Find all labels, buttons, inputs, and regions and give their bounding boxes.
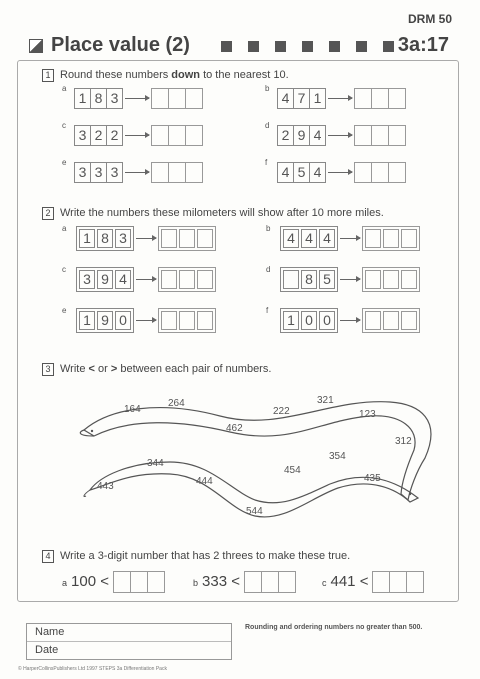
answer-cell[interactable] <box>152 163 169 182</box>
milometer-digit: 9 <box>97 311 113 330</box>
q3-text-mid: or <box>94 363 111 375</box>
lower-snake-eye <box>409 493 411 495</box>
answer-cell[interactable] <box>161 270 177 289</box>
milometer-digit: 8 <box>97 229 113 248</box>
q1-item-letter: f <box>265 158 268 167</box>
digit: 1 <box>75 89 91 108</box>
title-square-decoration <box>221 41 232 52</box>
q4-expression: 441 < <box>330 572 369 590</box>
q4-item-letter: b <box>193 577 199 588</box>
q4-answer-boxes[interactable] <box>372 571 424 593</box>
answer-cell[interactable] <box>186 163 202 182</box>
digit: 9 <box>294 126 310 145</box>
q1-item-b <box>265 84 406 109</box>
digit: 3 <box>110 164 119 180</box>
q2-number: 2 <box>42 207 54 220</box>
answer-cell[interactable] <box>407 572 423 592</box>
digit: 3 <box>91 163 107 182</box>
answer-cell[interactable] <box>245 572 262 592</box>
milometer-digit: 3 <box>115 229 131 248</box>
milometer-display <box>76 308 134 333</box>
q1-answer-boxes[interactable] <box>151 162 203 183</box>
milometer-digit: 0 <box>301 311 317 330</box>
answer-cell[interactable] <box>365 229 381 248</box>
answer-cell[interactable] <box>152 126 169 145</box>
q2-item-letter: e <box>62 306 67 315</box>
q2-item-b <box>266 226 420 251</box>
q2-item-e <box>62 308 216 333</box>
title-square-decoration <box>302 41 313 52</box>
q2-answer-milometer[interactable] <box>158 226 216 251</box>
answer-cell[interactable] <box>401 270 417 289</box>
q1-item-d <box>265 121 406 146</box>
arrow-right-icon <box>136 238 156 239</box>
answer-cell[interactable] <box>152 89 169 108</box>
milometer-digit: 3 <box>79 270 95 289</box>
digit: 3 <box>110 90 119 106</box>
arrow-right-icon <box>125 172 149 173</box>
arrow-right-icon <box>328 172 352 173</box>
q2-item-d <box>266 267 420 292</box>
answer-cell[interactable] <box>131 572 148 592</box>
digit: 7 <box>294 89 310 108</box>
answer-cell[interactable] <box>169 163 186 182</box>
q2-item-c <box>62 267 216 292</box>
q1-item-letter: b <box>265 84 270 93</box>
answer-cell[interactable] <box>186 126 202 145</box>
q1-item-f <box>265 158 406 183</box>
milometer-digit: 0 <box>319 311 335 330</box>
q4-item-a <box>62 571 165 593</box>
digit: 1 <box>313 90 322 106</box>
answer-cell[interactable] <box>365 311 381 330</box>
q2-item-letter: f <box>266 306 269 315</box>
q1-text: Round these numbers <box>60 69 172 81</box>
q2-item-a <box>62 226 216 251</box>
digit: 3 <box>75 163 91 182</box>
q1-answer-boxes[interactable] <box>354 88 406 109</box>
digit: 4 <box>313 127 322 143</box>
answer-cell[interactable] <box>372 126 389 145</box>
q2-item-f <box>266 308 420 333</box>
q4-item-letter: c <box>322 577 327 588</box>
snake-number: 454 <box>284 465 301 476</box>
q2-answer-milometer[interactable] <box>362 226 420 251</box>
q3-greater-than: > <box>110 363 118 375</box>
q1-item-letter: d <box>265 121 270 130</box>
q1-item-a <box>62 84 203 109</box>
title-bar <box>29 36 449 58</box>
answer-cell[interactable] <box>197 229 213 248</box>
q2-item-letter: d <box>266 265 271 274</box>
milometer-display <box>280 267 338 292</box>
snake-number: 354 <box>329 451 346 462</box>
q1-bold: down <box>171 69 201 81</box>
answer-cell[interactable] <box>401 229 417 248</box>
snake-number: 164 <box>124 404 141 415</box>
answer-cell[interactable] <box>355 126 372 145</box>
arrow-right-icon <box>340 320 360 321</box>
snake-number: 443 <box>97 481 114 492</box>
q4-item-b <box>193 571 296 593</box>
answer-cell[interactable] <box>161 311 177 330</box>
answer-cell[interactable] <box>279 572 295 592</box>
answer-cell[interactable] <box>262 572 279 592</box>
q1-answer-boxes[interactable] <box>354 125 406 146</box>
milometer-digit: 5 <box>319 270 335 289</box>
snake-number: 123 <box>359 409 376 420</box>
arrow-right-icon <box>328 98 352 99</box>
milometer-digit: 4 <box>115 270 131 289</box>
sheet-code: DRM 50 <box>408 12 453 26</box>
page-title: Place value (2) <box>51 34 190 56</box>
q4-answer-boxes[interactable] <box>244 571 296 593</box>
answer-cell[interactable] <box>389 126 405 145</box>
answer-cell[interactable] <box>383 270 399 289</box>
digit: 2 <box>278 126 294 145</box>
q2-answer-milometer[interactable] <box>158 267 216 292</box>
answer-cell[interactable] <box>161 229 177 248</box>
title-square-decoration <box>383 41 394 52</box>
snake-number: 264 <box>168 398 185 409</box>
q2-answer-milometer[interactable] <box>362 267 420 292</box>
q2-item-letter: b <box>266 224 271 233</box>
page-code: 3a:17 <box>397 34 449 56</box>
q1-number-boxes <box>277 162 326 183</box>
lower-snake-tail <box>84 490 90 497</box>
q2-item-letter: c <box>62 265 66 274</box>
milometer-display <box>76 226 134 251</box>
answer-cell[interactable] <box>355 89 372 108</box>
q4-expression: 333 < <box>202 572 240 590</box>
q4-answer-boxes[interactable] <box>113 571 165 593</box>
answer-cell[interactable] <box>383 229 399 248</box>
answer-cell[interactable] <box>389 163 405 182</box>
q1-number: 1 <box>42 69 54 82</box>
answer-cell[interactable] <box>365 270 381 289</box>
milometer-digit: 4 <box>301 229 317 248</box>
digit: 4 <box>278 89 294 108</box>
title-square-decoration <box>275 41 286 52</box>
title-square-decoration <box>356 41 367 52</box>
answer-cell[interactable] <box>390 572 407 592</box>
q2-heading <box>42 207 384 220</box>
q3-heading <box>42 363 271 376</box>
snake-number: 435 <box>364 473 381 484</box>
title-square-decoration <box>329 41 340 52</box>
arrow-right-icon <box>340 279 360 280</box>
title-square-decoration <box>248 41 259 52</box>
answer-cell[interactable] <box>179 311 195 330</box>
digit: 5 <box>294 163 310 182</box>
q1-item-c <box>62 121 203 146</box>
q1-answer-boxes[interactable] <box>151 125 203 146</box>
footer-caption: Rounding and ordering numbers no greater than 500. <box>245 624 423 631</box>
q2-text: Write the numbers these milometers will show after 10 more miles. <box>60 207 384 219</box>
milometer-digit: 9 <box>97 270 113 289</box>
q1-number-boxes <box>277 88 326 109</box>
milometer-digit: 4 <box>283 229 299 248</box>
q1-item-letter: a <box>62 84 67 93</box>
q1-text-end: to the nearest 10. <box>200 69 289 81</box>
milometer-digit: 0 <box>115 311 131 330</box>
q1-number-boxes <box>74 125 123 146</box>
answer-cell[interactable] <box>186 89 202 108</box>
snake-number: 222 <box>273 406 290 417</box>
answer-cell[interactable] <box>355 163 372 182</box>
q4-item-letter: a <box>62 577 68 588</box>
answer-cell[interactable] <box>169 89 186 108</box>
q1-answer-boxes[interactable] <box>354 162 406 183</box>
q4-item-c <box>322 571 424 593</box>
milometer-digit: 1 <box>79 311 95 330</box>
milometer-digit: 4 <box>319 229 335 248</box>
q3-less-than: < <box>88 363 95 375</box>
answer-cell[interactable] <box>383 311 399 330</box>
q3-text: Write <box>60 363 89 375</box>
milometer-display <box>280 226 338 251</box>
q4-expression: 100 < <box>71 572 109 590</box>
arrow-right-icon <box>136 320 156 321</box>
answer-cell[interactable] <box>389 89 405 108</box>
answer-cell[interactable] <box>179 270 195 289</box>
q3-text-end: between each pair of numbers. <box>117 363 272 375</box>
answer-cell[interactable] <box>197 311 213 330</box>
q4-text: Write a 3-digit number that has 2 threes to make these true. <box>60 550 351 562</box>
q3-number: 3 <box>42 363 54 376</box>
q1-number-boxes <box>277 125 326 146</box>
snake-number: 544 <box>246 506 263 517</box>
q1-heading <box>42 69 289 82</box>
arrow-right-icon <box>340 238 360 239</box>
answer-cell[interactable] <box>114 572 131 592</box>
digit: 2 <box>110 127 119 143</box>
arrow-right-icon <box>328 135 352 136</box>
q2-item-letter: a <box>62 224 67 233</box>
milometer-digit: 1 <box>79 229 95 248</box>
arrow-right-icon <box>125 135 149 136</box>
digit: 8 <box>91 89 107 108</box>
q1-item-e <box>62 158 203 183</box>
digit: 4 <box>313 164 322 180</box>
snake-number: 321 <box>317 395 334 406</box>
snake-number: 444 <box>196 476 213 487</box>
answer-cell[interactable] <box>372 89 389 108</box>
date-label: Date <box>35 644 59 656</box>
name-label: Name <box>27 624 231 642</box>
name-date-box[interactable] <box>26 623 232 660</box>
q2-answer-milometer[interactable] <box>362 308 420 333</box>
answer-cell[interactable] <box>401 311 417 330</box>
snake-number: 312 <box>395 436 412 447</box>
q1-answer-boxes[interactable] <box>151 88 203 109</box>
q4-heading <box>42 550 350 563</box>
answer-cell[interactable] <box>148 572 164 592</box>
digit: 2 <box>91 126 107 145</box>
milometer-display <box>76 267 134 292</box>
arrow-right-icon <box>125 98 149 99</box>
answer-cell[interactable] <box>372 163 389 182</box>
snake-number: 462 <box>226 423 243 434</box>
snake-number: 344 <box>147 458 164 469</box>
milometer-digit: 1 <box>283 311 299 330</box>
q1-number-boxes <box>74 88 123 109</box>
answer-cell[interactable] <box>179 229 195 248</box>
q1-number-boxes <box>74 162 123 183</box>
digit: 4 <box>278 163 294 182</box>
milometer-digit <box>283 270 299 289</box>
milometer-digit: 8 <box>301 270 317 289</box>
q2-answer-milometer[interactable] <box>158 308 216 333</box>
worksheet-icon <box>29 39 43 53</box>
arrow-right-icon <box>136 279 156 280</box>
q1-item-letter: e <box>62 158 67 167</box>
q1-item-letter: c <box>62 121 66 130</box>
digit: 3 <box>75 126 91 145</box>
answer-cell[interactable] <box>197 270 213 289</box>
q4-number: 4 <box>42 550 54 563</box>
answer-cell[interactable] <box>373 572 390 592</box>
milometer-display <box>280 308 338 333</box>
copyright-text: © HarperCollinsPublishers Ltd 1997 STEPS 3a Differentiation Pack <box>18 666 167 672</box>
answer-cell[interactable] <box>169 126 186 145</box>
upper-snake-eye <box>91 430 93 432</box>
